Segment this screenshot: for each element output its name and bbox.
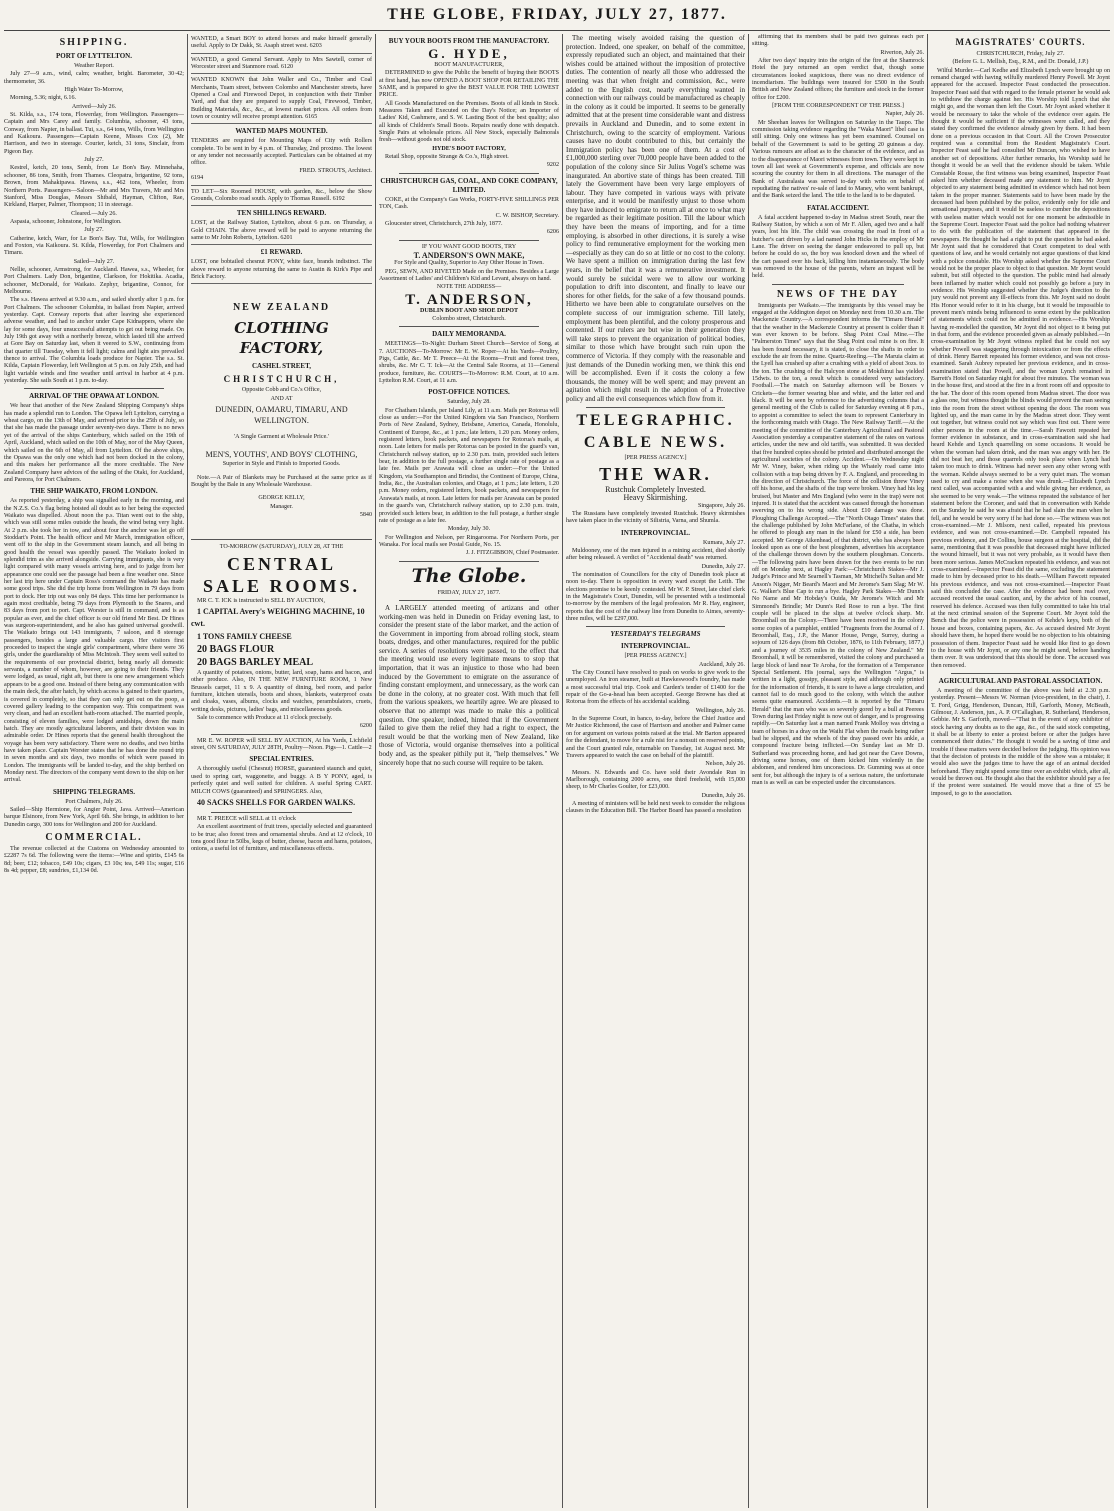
divider [586,407,725,408]
arrived-text-2: Kestrel, ketch, 20 tons, Semb, from Le Bon's Bay. Minnehaha, schooner, 86 tons, Smith, from Thames. Cleopatra, brigantine, 92 tons, Brown, from Mahakipawa. Hawea, s.s., 462 tons, Wheeler, from Northern Ports. Passengers—Saloon—Mr and Mrs Travers, Mr and Mrs Stanford, Miss Douglas, Messrs Shibald, Hayman, Clifton, Rae, Kirkland, Harper, Palmer, Thompson; 11 in steerage. [4,165,184,209]
editorial-continued: The meeting wisely avoided raising the question of protection. Indeed, one speaker, on behalf of the committee, expressly repudiated such an object, and maintained that their wishes could be attained without the imposition of protective duties. The contention of nearly all those who addressed the meeting was that when freight and commission, &c., were added to the English cost, nearly everything wanted in connection with our railways could be manufactured as cheaply in the colony as it could be imported. It seems to be generally admitted that at the present time considerable want and distress prevails in Auckland and Dunedin, and to some extent in Christchurch, owing to the scarcity of employment. Various causes have no doubt contributed to this, but certainly the Immigration policy has been one of them. At a cost of £1,000,000 sterling over 70,000 people have been added to the population of the colony since Sir Julius Vogel's scheme was inaugurated. An abortive state of things has been created. Till lately the Government have been very large employers of labour. They have competed in various ways with private enterprise, and it would be manifestly unjust to those whom they have induced to emigrate to return all at once to what may be regarded as their legitimate position. Till the labour which they have been the means of importing, and for a time employing, is absorbed in other directions, it is surely a wise policy to find remunerative employment for the working men—especially as they can do so at little or no cost to the colony. We have spent a million on immigration during the last few years, in the belief that it was a remunerative investment. It would surely be suicidal were we to allow our working population to drift into discontent, and finally to leave our shores for other fields, for the sake of a few thousand pounds. Hitherto we have been able to congratulate ourselves on the complete success of our immigration scheme. Till lately, employment has been plentiful, and the colony prosperous and contented. If our rulers are but wise in their generation they will take steps to prevent the organization of political bodies, similar to those which have brought such ruin upon the commerce of Victoria. If they comply with the reasonable and just demands of the Dunedin working men, we think this end will be accomplished. Even if it costs the colony a few thousands, the money will be well spent; and may prevent an agitation which might result in the adoption of a Protective policy and all the evil consequences which flow from it. [566,34,745,403]
post-signature: J. J. FITZGIBBON, Chief Postmaster. [465,550,559,557]
lot: 1 CAPITAL Avery's WEIGHING MACHINE, 10 cwt. [191,607,365,629]
lots-more: A quantity of potatoes, onions, butter, lard, soap, hams and bacon, and other produce. Also, IN THE NEW FURNITURE ROOM, 1 New Brussels carpet, 11 x 9. A quantity of dining, bed room, and parlor furniture, kitchen utensils, boots and shoes, blankets, waterproof coats and cloaks, vases, albums, clocks and watches, perambulators, cruets, writing desks, pictures, ladies' bags, and miscellaneous goods. [191,670,372,713]
courts-heading: MAGISTRATES' COURTS. [955,37,1086,47]
telegraphic-heading: TELEGRAPHIC. [576,411,735,429]
napier-dateline: Napier, July 26. [885,111,924,118]
post-date: Saturday, July 28. [447,399,491,406]
sailed-text: Nellie, schooner, Armstrong, for Auckland. Hawea, s.s., Wheeler, for Port Chalmers. Lady Don, brigantine, Clarkson, for Hokitika. Acadia, schooner, McDonald, for Waikato. Zephyr, brigantine, Connor, for Melbourne. [4,266,184,295]
tide-text: Morning, 5.36; night, 6.16. [10,95,77,102]
nelson-dateline: Nelson, July 26. [705,761,745,768]
ad-number: 6192 [332,195,345,202]
ad-text: WANTED, a good General Servant. Apply to Mrs Sawtell, corner of Worcester street and Stanmore road. [191,56,372,71]
kumara-dateline: Kumara, July 27. [703,539,745,546]
hawea-report: The s.s. Hawea arrived at 9.30 a.m., and sailed shortly after 1 p.m. for Port Chalmers. The schooner Columbia, in ballast from Napier, arrived yesterday. Capt. Conway reports that after leaving she experienced adverse weather, and had to anchor under Cape Kidnappers, where she lay for some days, four unsuccessful attempts to get out being made. On July 19th got away with a northerly breeze, which lasted till she arrived at Gore Bay on Saturday last, when it veered to S.W., continuing from that quarter till Tuesday, when it fell light; calms and light airs prevailed thence to arrival. The Columbia loads produce for Napier. The s.s. St. Kilda, Captain Flowerday, left Wellington at 5 p.m. on July 25th, and had light variable winds and fine weather until arrival in harbor at 4 p.m. yesterday. She sails South at 1 p.m. to-day. [4,297,184,385]
agri-text: A meeting of the committee of the above was held at 2.30 p.m. yesterday. Present—Messrs W. Norman (vice-president, in the chair), J. T. Ford, Grigg, Henderson, Duncan, Hill, Garforth, Money, McBeath, Gilmour, J. Anderson, jun., A. P. O'Callaghan, R. Sutherland, Henderson, Gebbie. Mr S. Garforth, moved—"That in the event of any exhibitor of stock having any doubts as to the age, &c., of the said stock competing, it shall be at liberty to enter a protest before or after the judges have commenced their duties." He thought it would be a saving of time and trouble if these matters were decided before the judging. His opinion was that the decision of protests in the middle of the show was a mistake; it would also save the judges time to have the age of an animal decided beforehand. They might spend some time over an exhibit which, after all, would be thrown out. He thought also that the exhibitor should pay a fee if the protest were sustained. He would move that a fine of £5 be imposed, to go to the association. [931,687,1110,797]
gas-text: COKE, at the Company's Gas Works, FORTY-FIVE SHILLINGS PER TON, Cash. [379,196,559,211]
war-text: The Russians have completely invested Rustchuk. Heavy skirmishes have taken place in the vicinity of Silistria, Varna, and Shumla. [566,510,745,525]
auckland-dateline: Auckland, July 26. [698,661,745,668]
column-separator [187,34,188,1508]
hyde-name: G. HYDE, [428,46,510,61]
cleared-text: Aspasia, schooner, Johnstone, for Wellington. [10,218,122,225]
ad-waller-coal [191,77,372,124]
monday-text: For Wellington and Nelson, per Ringarooma. For Northern Ports, per Wanaka. For local mails see Postal Guide, No. 15. [379,534,559,548]
cleared-heading: Cleared.—July 26. [71,210,117,217]
divider [399,600,539,601]
column-shipping [4,34,184,1508]
hyde-factory: HYDE'S BOOT FACTORY, [432,145,506,152]
interprovincial-heading: INTERPROVINCIAL. [620,528,691,537]
fatal-heading: FATAL ACCIDENT. [807,203,869,212]
singapore-dateline: Singapore, July 26. [697,502,745,509]
yesterdays-heading: YESTERDAY'S TELEGRAMS [610,630,701,639]
divider [211,734,352,735]
tide-heading: High Water To-Morrow, [64,87,124,94]
date-label: July 27. [84,157,104,164]
waikato-text: As reported yesterday, a ship was signalled early in the morning, and the N.Z.S. Co.'s flag being hoisted all doubt as to her being the expected Waikato was dispelled. About noon the p.s. Titan went out to the ship, which was still some miles outside the heads, the wind being very light. At 2 p.m. she took her in tow, and about four the anchor was let go off Stoddart's Point. The health officer and Mr March, immigration officer, went off to the ship in the Government steam launch, and all being in good health the vessel was speedily passed. The Waikato looked in splendid trim as she arrived alongside. Carrying immigrants, she is very light compared with many vessels arriving here, and to judge from her appearance one could see the passage had been a fine weather one. Since her last trip here under Captain Ross's command the Waikato has made some good trips. She did the trip home from Wellington in 79 days from port to dock. Her trip out was only 84 days. This time her performance is again most creditable, being 79 days from Plymouth to the Snares, and 83 days from port to port. Capt. Worster is still in command, and is as popular as ever, and the chief officer is our old friend Mr Best. Dr Hines was surgeon-superintendent, and he also has gained universal goodwill. The Waikato brings out 143 immigrants, 7 saloon, and 8 steerage passengers, besides a large and valuable cargo. Her visitors first proceeded to inspect the single girls' compartment, where there were 36 girls, under the guardianship of Miss McIntosh. They seem well suited to the requirements of our provincial district, being nearly all domestic servants, a number of whom, however, are going to their friends. They were lodged, as usual, right aft, but there is one new arrangement which appears to be a good one. Instead of there being any communication with the main deck, the after hatch, by which access is gained to their quarters, is covered in completely, so that they can only get out on the poop, a covered gallery leading to the companion way. This compartment was very clean, and had an excellent bath-room attached. The married people, consisting of eleven families, were lodged amidships, down the main hatch. They are mostly agricultural laborers, and their division was in admirable order. Dr Hines reports that the general health throughout the voyage has been very satisfactory. There were no deaths, and two births have taken place. Captain Worster states that he has done the round trip in seven months and six days, two months of which were passed in London. The immigrants will be landed to-day, and the ship berthed on Monday next. The directors of the company went down to the ship on her arrival. [4,498,184,784]
colombo-street: Colombo street, Christchurch. [432,315,506,322]
agri-heading: AGRICULTURAL AND PASTORAL ASSOCIATION. [938,676,1103,685]
memo-heading: DAILY MEMORANDA. [432,330,506,339]
column-advertisements [191,34,372,1508]
news-text: Immigrants per Waikato.—The immigrants by this vessel may be engaged at the Addington depot on Monday next from 10.30 a.m. The Mackenzie Country.—A correspondent informs the "Timaru Herald" that the weather in the Mackenzie Country at present is colder than it was ever known to be before. Shag Point Coal Mine.—The "Palmerston Times" says that the Shag Point coal mine is on fire. It has been found necessary, it is stated, to close the shafts in order to exclude the air from the mine. Quartz-Reefing.—The Maruia claim at the Lyell has crushed up after a crushing with a yield of about 3ozs. to the ton. The crushing of the Halcyon stone at Mokihinui has yielded 15dwts. to the ton, a result which is considered very satisfactory. Football.—The match on Saturday afternoon will be Boxers v Crickets—the former wearing blue and white, and the latter red and black. It will be seen by reference to the advertising columns that a general meeting of the Club is called for Saturday evening at 8 p.m., to appoint a committee to select the team to represent Canterbury in the forthcoming match with Otago. The New Railway Tariff.—At the meeting of the committee of the Canterbury Agricultural and Pastoral Association yesterday a comparative statement of the rates on various articles, under the new and old tariffs, was submitted. It was decided that five hundred copies should be printed and distributed amongst the agricultural societies of the colony. Accident.—On Wednesday night Mr W. Viney, baker, when riding up the Whately road came into collision with a trap being driven by F. A. England, and proceeding in the direction of Christchurch. The force of the collision threw Viney off his horse, and the shafts of the trap were broken. Viney had his leg bruised, but Master and Mrs England (who were in the trap) were not injured. It is stated that the accident was caused through the horseman swerving on to his wrong side. About £10 damage was done. Ploughing Challenge Accepted.—The "North Otago Times" states that the challenge published by John McFarlane, of the Chatha, in which he offered to plough any man in the island for £50 a side, has been accepted. Mr George Aikenhead, of that district, who has always been looked upon as one of the best ploughmen, advertises his acceptance of the challenge thrown down by the southern ploughman. Concerts.—The following pairs have been drawn for the two events to be run off on Monday next, at Hagley Park:—Christchurch Stakes—Mr J. Judge's Prince and Mr Searnell's Tasman, Mr Mitchell's Sultan and Mr Anson's Nigger, Mr Beard's Maori and Mr Jerome's Sam Slag; Mr W. G. Walker's Blue Cap to run a bye. Hagley Park Stakes—Mr Dunn's No Name and Mr Hobday's Ouida, Mr Jerome's Witch and Mr Simmond's Brindle; Mr Dunn's Red Rose to run a bye. The first couple will be placed in the slips at twelve o'clock sharp. Mr. Broomhall on the Colony.—There have been received in the colony some copies of a pamphlet, entitled "Fragments from the Journal of J. Broomhall, Esq., J.P., the Manor House, Penge, Surrey, during a sojourn of 126 days (from 8th October, 1876, to 11th February, 1877,) and a journey of 3535 miles in the colony of New Zealand." Mr Broomhall, it will be remembered, visited the colony and purchased a large block of land near Te Aroha, for the formation of a Temperance Special Settlement. His journal, says the Wellington "Argus," is written in a light, gossipy, pleasant style, and although only printed for the information of friends, it is sure to have a large circulation, and cannot fail to do much good to the colony, with which the author seems quite enamoured. Accidents.—It is reported by the "Timaru Herald" that the man who was so severely gored by a bull at Peerees Town during last Friday night is now out of danger, and is progressing rapidly.—On Saturday last a man named Frank Molloy was driving a team of horses in a dray on the Waihi Flat when the roads being rather bad he slipped, and the wheels of the dray passed over his ankle, a compound fracture being inflicted.—On Sunday last as Mr D. Sutherland was proceeding home, and had got near the Cave Downs, driving some horses, one of them kicked him violently in the abdomen, and rendered him unconscious. Dr. Gumming was at once sent for, but although the injury is of a serious nature, the unfortunate man is as well as can be expected under the circumstances. [752,302,924,786]
ad-number: 6165 [305,114,318,121]
telegrams-heading: SHIPPING TELEGRAMS. [53,787,135,796]
courts-dateline: CHRISTCHURCH, Friday, July 27. [976,51,1065,57]
divider [951,673,1090,674]
interprovincial-heading: INTERPROVINCIAL. [620,642,691,651]
ad-number: 6201 [280,234,293,241]
christchurch: CHRISTCHURCH, [223,374,340,385]
sale-time: Sale to commence with Produce at 11 o'clock precisely. [197,715,333,722]
gas-signature: C. W. BISHOP, Secretary. [495,212,559,219]
port-chalmers-dateline: Port Chalmers, July 26. [65,798,123,805]
central-title: CENTRAL [226,553,336,574]
courts-text: Wilful Murder.—Carl Kedhe and Elizabeth Lynch were brought up on remand charged with having wilfully murdered Henry Powell. Mr Joynt appeared for the accused. Inspector Feast conducted the prosecution. Inspector Feast said that with regard to the female prisoner he would ask to withdraw the charge against her. His Worship told Lynch that she might go, and the woman then left the Court. Mr Joynt asked whether it would be necessary to take the whole of the evidence over again. He thought it would be sufficient if the witnesses were called, and they stated they confirmed the evidence already given by them. It had been done on a previous occasion in that Court. All the Crown Prosecutor required was a committal from the Resident Magistrate's Court. Inspector Feast said he had consulted Mr Duncan, who wished to have another set of depositions. After further remarks, his Worship said he thought it would be as well that the evidence should be taken. While Constable Rouse, the first witness was being examined, Inspector Feast asked him whether deceased made any statement to him. Mr Joynt objected to any statement being admitted in evidence which had not been taken in the proper manner. Statements said to have been made by the deceased had been published by the police, evidently only for idle and sensational purposes, and it would be useless to cumber the depositions with useless matter which would not for one moment be admissible in the Supreme Court. Inspector Feast said the police had nothing whatever to do with the publication of the statement that appeared in the newspapers. He thought he had a right to put the question he had asked. Mr Joynt said that he considered that Court competent to deal with questions of law, and he would certainly not argue questions of that kind with a police constable. His Worship asked whether the Supreme Court would not be the proper place to object to that question. Mr Joynt would submit, but still objected to the question. The public mind had already been inflamed by matter which could not possibly go before a jury in evidence. His Worship suggested whether the Judge's direction to the jury would not prevent any ill-effects from this. Mr Joynt said no doubt His Honor would refer to it in his charge, but it would be impossible to prevent men's minds being influenced to some extent by the publication of statements which could not be admitted in evidence.—His Worship having re-modelled the question, Mr Joynt did not object to it being put in that form, and the evidence proceeded given as already published.—In cross-examination by Mr Joynt witness replied that he could not say whether Powell was staggering through intoxication or from the effects of drink. Henry Barrett repeated his former evidence, and was not cross-examined. Sarah Aubrey repeated her previous evidence, and in cross-examination stated that Powell, and the woman Lynch remained in Barrett's Hotel on Saturday night for about five minutes. The woman was in the house first, and stood at the fire in a front room off and opposite to the bar. The door of this room opened from Madras street. The door was a glass one, but witness thought the blinds would prevent the man seeing into the room from the street without opening the door. The room was lighted up, and the man came in by the Madras street door. They went out together, but witness could not say which was first out. There were other persons in the room at the time.—Sarah Fawcett repeated her former evidence in substance, and in cross-examination said she had heard Kehde and Lynch quarrelling on some occasions. It would be when the woman had taken drink, and the man was angry with her. He did not beat her, and those quarrels only took place when Lynch had taken too much to drink. Witness had never seen any other wrong with the woman. Kehde always seemed to be a very quiet man. The woman used to cry and make a noise when she was drunk.—Elizabeth Lynch next called, was accompanied with a and while giving her evidence, as she seemed to be very weak.—The witness repeated the substance of her statement before the Coroner, and said that in conversation with Kehde on the Sunday he said he was afraid that he had slain the man when he fell, and he would be very sorry if he had done so.—The witness was not cross-examined.—Mr J. Milsom, next called, repeated his previous evidence, and was not cross-examined.—Dr. Campbell repeated his previous evidence, and Dr Collins, house surgeon at the hospital, did the same, mentioning that it was possible that deceased might have inflicted the wound himself, but it was not very probable, as it would have then been more serious. James McCracken repeated his evidence, and was not cross-examined.—Inspector Feast did the same, excluding the statement made to him by deceased prior to his death.—William Fawcett repeated his previous evidence, and was not cross-examined.—Inspector Feast said this concluded the case. After the evidence had been read over, accused received the usual caution, and, by the advice of his counsel, reserved his defence. Accused was then fully committed to take his trial at the next criminal session of the Supreme Court. Mr Joynt told the Bench that the police were in possession of Kehde's keys, both of the house and boxes, containing papers, &c. As accused desired Mr Joynt should have them, he hoped there would be no objection to his obtaining possession of them. Inspector Feast said he would like first to go down to the house with Mr Joynt, or any one he might send, before handing them over. It was understood that this should be done. The accused was then removed. [931,67,1110,669]
anderson-big: T. ANDERSON, [405,291,533,308]
hyde-body-2: All Goods Manufactured on the Premises. Boots of all kinds in Stock. Measures Taken and Executed on the Day's Notice; an Importer of Ladies' Kid, Cashmere, and S. W. Lasting Boot of the best quality; also all kinds of Children's Small Boots. Repairs neatly done with despatch. Single Pairs at wholesale prices. All New Stock, especially Balmorals fresh—without goods not old stock. [379,100,559,144]
towns: DUNEDIN, OAMARU, TIMARU, AND WELLINGTON. [215,404,348,425]
globe-date: FRIDAY, JULY 27, 1877. [437,589,501,596]
riverton-text: After two days' inquiry into the origin of the fire at the Shamrock Hotel the jury returned an open verdict that, though some circumstances looked suspicious, there was no direct evidence of incendiarism. The buildings were insured for £500 in the South British and New Zealand offices; the furniture and stock in the former office for £200. [752,58,924,101]
waikato-heading: THE SHIP WAIKATO, FROM LONDON. [30,487,158,496]
sailed-heading: Sailed—July 27. [73,258,115,265]
dunedin-text-2: A meeting of ministers will be held next week to consider the religious clauses in the Education Bill. The Harbor Board has passed a resolution [566,800,745,815]
column-separator [927,34,928,1508]
rustchuk-heading: Rustchuk Completely Invested. [605,484,706,494]
top-rule [4,30,1110,31]
cable-heading: CABLE NEWS. [583,433,728,451]
ad-text: LOST, at the Railway Station, Lyttelton, about 6 p.m. on Thursday, a Gold CHAIN. The above reward will be paid to anyone returning the same to Mr John Roberts, Lyttelton. [191,220,372,241]
column-separator [748,34,749,1508]
ad-text: TENDERS are required for Mounting Maps of City with Rollers complete. To be sent in by 4 p.m. of Thursday, 2nd proximo. The lowest or any tender not necessarily accepted. Particulars can be obtained at my office. [191,138,372,167]
divider [399,173,539,174]
dublin-depot: DUBLIN BOOT AND SHOE DEPOT [419,307,519,314]
reward-heading: TEN SHILLINGS REWARD. [236,209,327,218]
skirmishing-heading: Heavy Skirmishing. [623,493,688,503]
ad-maps [191,138,372,185]
opposite: Opposite Cobb and Co.'s Office, [241,387,322,394]
editorial-text: A LARGELY attended meeting of artizans and other working-men was held in Dunedin on Friday evening last, to consider the present state of the labor market, and the action of the Government in importing from abroad rolling stock, steam boats, dredges, and other manufactures, required for the public service. A series of resolutions were passed, to the effect that the meeting would use every legitimate means to stop that importation, that it was an injustice to those who had been induced by the Government to emigrate on the assurance of finding constant employment, and unnecessary, as the work can be done in the colony, at no greater cost. With much that fell from the various speakers, we heartily agree. We are pleased to observe that no attempt was made to make this a political question. One speaker, indeed, hinted that if the Government failed to give them the relief they had a right to expect, the result would be that the working men of New Zealand, like those of Victoria, would organise themselves into a political body and, as the speaker pithily put it, "help themselves." We sincerely hope that no such course will require to be taken. [379,603,559,767]
ad-to-let [191,189,372,207]
fatal-text: A fatal accident happened to-day in Madras street South, near the Railway Station, by which a son of Mr F. Allen, aged two and a half years, lost his life. The child was crossing the road in front of a butcher's cart driven by a lad named John Hicks in the employ of Mr Lane. The driver on seeing the danger endeavored to pull up, but before he could do so, the boy was knocked down and the wheel of the cart passed over his back, killing him instantaneously. The body was removed to the house of the parents, where an inquest will be held. [752,214,924,280]
correspondent: [FROM THE CORRESPONDENT OF THE PRESS.] [772,103,904,110]
clothing-title: CLOTHING FACTORY, [234,319,329,358]
arrived-text: St. Kilda, s.s., 174 tons, Flowerday, from Wellington. Passengers—Captain and Mrs Carey and family. Columbia, schooner, 43 tons, Conway, from Napier, in ballast. Tui, s.s., 64 tons, Wills, from Wellington and Kaikoura. Passengers—Captain Keene, Misses Cox (2), Mr Harrison, and two in steerage. Courier, ketch, 31 tons, Sinclair, from Pigeon Bay. [4,112,184,155]
divider [586,626,725,627]
reward2-heading: £1 REWARD. [260,248,303,257]
tuck-intro: MR C. T. ICK is instructed to SELL BY AUCTION, [197,597,325,604]
ad-clothing-factory [191,302,372,519]
gas-address: Gloucester street, Christchurch, 27th July, 1877. [385,220,503,227]
courts-before: (Before G. L. Mellish, Esq., R.M., and Dr. Donald, J.P.) [952,59,1089,66]
ad-number: 9202 [546,162,559,169]
column-separator [375,34,376,1508]
preece-body: An excellent assortment of fruit trees, specially selected and guaranteed to be true; also forest trees and ornamental shrubs. And at 12 o'clock, 10 tons good flour in 50lbs, kegs of butter, cheese, bacon and hams, potatoes, onions, a useful lot of furniture, and miscellaneous effects. [191,824,372,853]
column-courts [931,34,1110,1508]
ad-reward-pony: LOST, one bobtailed chesnut PONY, white face, brands indistinct. The above reward to anyone returning the same to Austin & Kirk's Pipe and Brick Factory. [191,259,372,284]
nz-title: NEW ZEALAND [232,302,331,314]
arrived-heading: Arrived—July 26. [71,103,117,110]
gas-heading: CHRISTCHURCH GAS, COAL, AND COKE COMPANY, LIMITED. [380,176,558,194]
anderson-own: T. ANDERSON'S OWN MAKE, [413,250,525,260]
per-press: [PER PRESS AGENCY.] [624,454,687,461]
news-heading: NEWS OF THE DAY [776,288,900,300]
superior: Superior in Style and Finish to Imported Goods. [222,461,341,468]
pegs-text: PEG, SEWN, AND RIVETED Made on the Premises. Besides a Large Assortment of Ladies' and Children's Kid and Levant, always on hand. [379,268,559,282]
anderson-body: For Style and Quality, Superior to Any Other House in Town. [394,260,544,267]
sale-date: TO-MORROW (SATURDAY), JULY 28, AT THE [219,544,344,551]
ad-number: 5840 [359,512,372,518]
weather-text: July 27—9 a.m., wind, calm; weather, bright. Barometer, 30·42; thermometer, 36. [4,71,184,85]
dunedin-dateline: Dunedin, July 27. [701,563,745,570]
divider [399,326,539,327]
boot-manufacturer: BOOT MANUFACTURER, [434,62,504,68]
divider [24,388,164,389]
divider [191,539,372,540]
ad-number: 6206 [546,229,559,236]
war-heading: THE WAR. [599,463,712,484]
ad-text: TO LET—Six Roomed HOUSE, with garden, &c., below the Show Grounds, Colombo road south. Apply to Thomas Russell. [191,188,372,202]
kumara-text: Muldooney, one of the men injured in a mining accident, died shortly after being released. A verdict of "Accidental death" was returned. [566,547,745,562]
ad-wanted-boy [191,36,372,54]
maps-heading: WANTED MAPS MOUNTED. [235,127,328,136]
special-entries: SPECIAL ENTRIES. [249,755,314,764]
george-kelly: GEORGE KELLY, [258,495,305,502]
mens-clothing: MEN'S, YOUTHS', AND BOYS' CLOTHING, [205,450,358,460]
dunedin-text: The nomination of Councillors for the city of Dunedin took place at noon to-day. There is opposition in every ward except the Leith. The elections promise to be keenly contested. Mr W. P. Street, late chief clerk in the Magistrate's Court, Dunedin, will be presented with a testimonial to-morrow by the members of the legal profession. Mr R. Hay, engineer, reports that the cost of the railway line from Dunedin to Aimes, seventy-three miles, will be £297,000. [566,571,745,623]
ad-number: 6203 [309,43,322,50]
column-separator [562,34,563,1508]
weather-heading: Weather Report. [74,63,114,69]
commercial-heading: COMMERCIAL. [45,832,143,843]
per-press: [PER PRESS AGENCY.] [624,653,687,660]
ad-reward [191,220,372,245]
and-at: AND AT [270,395,293,402]
opawa-text: We hear that another of the New Zealand Shipping Company's ships has made a splendid run to London. The Opawa left Lyttelton, carrying a wheat cargo, on the 13th of May, and arrived prior to the 25th of July, so that she has made the passage under seventy-two days. There is no news yet of the arrival of the ships Canterbury, which sailed on the 19th of April, Auckland, which sailed on the 10th of May, nor of the May Queen, which sailed on the 6th of May, all from Lyttelton. Of the above ships, the Opawa was the only one which had not been docked in the colony, and this makes her performance all the more creditable. The New Zealand Company have advices of the sailing of the Otaki, for Auckland, and Pareora, for Port Chalmers. [4,403,184,483]
motto: 'A Single Garment at Wholesale Price.' [234,433,329,440]
sale-rooms-title: SALE ROOMS. [202,575,361,596]
shipping-heading: SHIPPING. [59,37,129,48]
ad-wanted-servant [191,57,372,75]
monday-date: Monday, July 30. [447,526,491,533]
harbor-continued: affirming that its members shall be paid two guineas each per sitting. [752,34,924,48]
lot: 20 BAGS FLOUR [197,644,275,656]
ad-number: 6194 [191,175,204,182]
wellington-dateline: Wellington, July 26. [695,707,745,714]
nelson-text: Messrs. N. Edwards and Co. have sold their Avondale Run in Marlborough, containing 2000 acres, one third freehold, with 15,000 sheep, to Mr Charles Goulter, for £23,000. [566,769,745,791]
cleared-text-2: Catherine, ketch, Warr, for Le Bon's Bay. Tui, Wills, for Wellington and Foxton, via Kaikoura. St. Kilda, Flowerday, for Port Chalmers and Timaru. [4,235,184,257]
note-address: NOTE THE ADDRESS— [436,284,502,291]
manager: Manager. [270,503,293,510]
napier-text: Mr Sheehan leaves for Wellington on Saturday in the Taupo. The commission taking evidence regarding the "Waka Maori" libel case is still sitting. Only one witness has yet been examined. Counsel on behalf of the Government is said to be getting 20 guineas a day. Various rumours are afloat as to the character of the evidence, and as to the disappearance of Maori witnesses from town. They were kept in town all last week at Government's expense, and officials are now scouring the country for them in all directions. The manager of the Bank of Australasia was served to-day with writs on behalf of repudiating the natives' re-sale of land to Maney, who went bankrupt, and the Bank seized the land. The title to the land is to be disputed. [752,119,924,200]
anderson-head: IF YOU WANT GOOD BOOTS, TRY [421,243,517,250]
auckland-text: The City Council have resolved to push on works to give work to the unemployed. An iron steamer, built at Hawkeswood's foundry, has made a most successful trial trip. Cook and Carden's tender of £1400 for the repair of the Go-a-head has been accepted. George Browne has died at Rotorua from the effects of his accidental scalding. [566,670,745,706]
masthead: THE GLOBE, FRIDAY, JULY 27, 1877. [387,6,727,23]
date-label: July 27. [84,227,104,234]
riverton-dateline: Riverton, July 26. [880,49,924,56]
divider [399,240,539,241]
cashel-street: CASHEL STREET, [251,362,311,371]
column-ads-globe [379,34,559,1508]
globe-title: The Globe. [411,564,527,587]
divider [211,812,352,813]
ad-number: 6200 [359,723,372,730]
sacks: 40 SACKS SHELLS FOR GARDEN WALKS. [197,797,356,807]
hyde-body: DETERMINED to give the Public the benefit of buying their BOOTS at first hand, has now OPENED A BOOT SHOP FOR RETAILING THE SAME, and is prepared to give the BEST VALUE FOR THE LOWEST PRICE. [379,70,559,99]
column-news [752,34,924,1508]
opawa-heading: ARRIVAL OF THE OPAWA AT LONDON. [29,392,159,401]
post-heading: POST-OFFICE NOTICES. [428,388,510,397]
divider [399,561,539,562]
column-editorial-telegraphic [566,34,745,1508]
lot: 20 BAGS BARLEY MEAL [197,657,314,669]
ad-text: WANTED KNOWN that John Waller and Co., Timber and Coal Merchants, Tuam street, between Colombo and Manchester streets, have Opened a Coal and Firewood Depot, in conjunction with their Timber Yard, and that they are prepared to supply Coal, Firewood, Timber, Building Materials, &c., &c., at lowest market prices. All orders from town or country will receive prompt attention. [191,77,372,121]
commercial-text: The revenue collected at the Customs on Wednesday amounted to £2287 7s 6d. The following were the items:—Wine and spirits, £145 6s 8d; beer, £12; tobacco, £49 10s; cigars, £3 10s; tea, £49 11s; sugar, £16 8s 4d; pepper, £8; sundries, £1,134 0d. [4,846,184,875]
entries: A thoroughly useful (Chesnut) HORSE, guaranteed staunch and quiet, used to spring cart, waggonette, and buggy. A B Y PONY, aged, is perfectly quiet and well suited for children. A useful Spring CART. MILCH COWS (guaranteed) and SPRINGERS. Also, [191,766,372,795]
dunedin-dateline: Dunedin, July 26. [701,792,745,799]
telegrams-text: Sailed—Ship Hermione, for Angier Point, Java. Arrived—American barque Elsinore, from New York, April 6th. She brings, in addition to her Dunedin cargo, 300 tons for Wellington and 200 for Auckland. [4,806,184,828]
lot: 1 TONS FAMILY CHEESE [197,632,292,642]
note: Note.—A Pair of Blankets may be Purchased at the same price as if Bought by the Bale in any Wholesale Warehouse. [191,474,372,488]
port-heading: PORT OF LYTTELTON. [56,52,132,60]
roper-intro: MR E. W. ROPER will SELL BY AUCTION, At his Yards, Lichfield street, ON SATURDAY, JULY 28TH, Poultry—Noon. Pigs—1. Cattle—2 [191,737,372,752]
divider [772,284,904,285]
post-text: For Chatham Islands, per Island Lily, at 11 a.m. Mails per Rotorua will close as under:—For the United Kingdom via San Francisco, Northern Ports of New Zealand, Sydney, Brisbane, America, Canada, Honolulu, Continent of Europe, &c., at 1 p.m.; late letters, 1.20 p.m. Money orders, registered letters, book packets, and newspapers for Rotorua's mails, at noon. Late letters for mails per Rotorua can be posted in the guard's van, Christchurch railway station, up to 2.30 p.m. train, provided such letters bear, in addition to the full postage, a further single rate of postage as a late fee. Mails per Arawata will close as under:—For the United Kingdom, via Southampton and Brindisi, the Continent of Europe, China, India, &c., the Australian colonies, and Otago, at 1 p.m.; late letters, 1.20 p.m. Money orders, registered letters, book packets, and newspapers for Arawata's mails, at noon. Late letters for mails per Arawata can be posted in the guard's van, Christchurch railway station, up to 2.30 p.m. train, provided such letters bear, in addition to the full postage, a further single rate of postage as a late fee. [379,407,559,524]
boots-heading: BUY YOUR BOOTS FROM THE MANUFACTORY. [388,37,550,45]
wellington-text: In the Supreme Court, in banco, to-day, before the Chief Justice and Mr Justice Richmond, the case of Harrison and another and Palmer came on for argument on various points raised at the trial. Mr Barton appeared for the defendant, to move for a rule nisi for a nonsuit on reserved points, and the Court granted rule, returnable on Tuesday, 1st August next. Mr Travers appeared to watch the case on behalf of the plaintiff. [566,716,745,759]
memo-text: MEETINGS—To-Night: Durham Street Church—Service of Song, at 7. AUCTIONS—To-Morrow: Mr E. W. Roper—At his Yards—Poultry, Pigs, Cattle, &c. Mr T. Preece—At the Rooms—Fruit and forest trees, shrubs, &c. Mr C. T. Ick—At the Central Sale Rooms, at 11—General produce, furniture, &c. COURTS—To-Morrow: R.M. Court, at 10 a.m. Lyttelton R.M. Court, at 11 a.m. [379,341,559,384]
ad-number: 6120 [280,64,294,71]
preece-intro: MR T. PREECE will SELL at 11 o'clock [197,815,296,822]
factory-address: Retail Shop, opposite Strange & Co.'s, High street. [385,154,509,161]
ad-text: WANTED, a Smart BOY to attend horses and make himself generally useful. Apply to Dr Dakk, St. Asaph street west. [191,36,372,50]
ad-signature: FRED. STROUTS, Architect. [299,167,372,174]
